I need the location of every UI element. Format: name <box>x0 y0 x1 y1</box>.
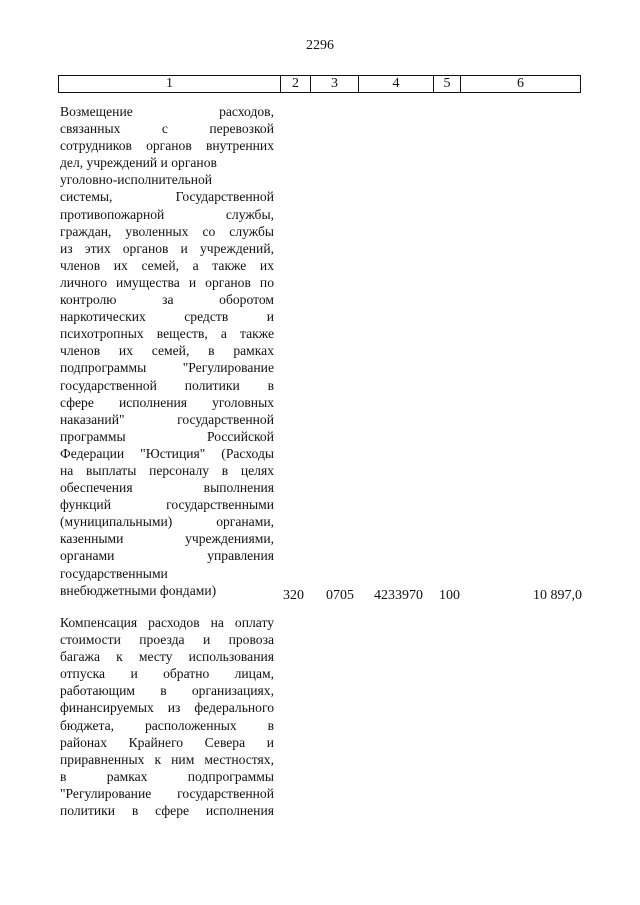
description-line: Возмещение расходов, <box>60 104 274 119</box>
description-line: финансируемых из федерального <box>60 700 274 716</box>
description-line: на выплаты персоналу в целях <box>60 462 274 478</box>
header-col-4: 4 <box>359 76 434 93</box>
description-line: членов их семей, в рамках <box>60 343 274 359</box>
description-line: контролю за оборотом <box>60 292 274 308</box>
description-line: граждан, уволенных со службы <box>60 223 274 239</box>
header-col-3: 3 <box>311 76 359 93</box>
description-line: внебюджетными фондами) <box>60 582 217 598</box>
expense-type-code: 100 <box>439 588 460 603</box>
description-line: сотрудников органов внутренних <box>60 138 274 154</box>
description-line: наказаний" государственной <box>60 411 274 427</box>
header-col-1: 1 <box>59 76 281 93</box>
ministry-code: 320 <box>283 588 304 603</box>
description-line: в рамках подпрограммы <box>60 768 274 784</box>
description-line: Компенсация расходов на оплату <box>60 615 274 630</box>
description-line: личного имущества и органов по <box>60 274 274 290</box>
description-line: государственной политики в <box>60 377 274 393</box>
description-line: работающим в организациях, <box>60 683 274 699</box>
description-line: уголовно-исполнительной <box>60 172 213 188</box>
description-line: органами управления <box>60 548 274 564</box>
description-line: обеспечения выполнения <box>60 480 274 496</box>
description-line: связанных с перевозкой <box>60 121 274 137</box>
description-line: стоимости проезда и провоза <box>60 632 274 648</box>
description-line: программы Российской <box>60 428 274 444</box>
section-code: 0705 <box>326 588 354 603</box>
header-col-2: 2 <box>281 76 311 93</box>
target-article-code: 4233970 <box>374 588 423 603</box>
description-line: Федерации "Юстиция" (Расходы <box>60 445 274 461</box>
entry-description <box>60 614 274 819</box>
description-line: функций государственными <box>60 497 274 513</box>
header-col-5: 5 <box>434 76 461 93</box>
description-line: психотропных веществ, а также <box>60 326 274 342</box>
description-line: наркотических средств и <box>60 309 274 325</box>
description-line: районах Крайнего Севера и <box>60 734 274 750</box>
description-line: бюджета, расположенных в <box>60 717 274 733</box>
description-line: из этих органов и учреждений, <box>60 240 274 256</box>
description-line: отпуска и обратно лицам, <box>60 666 274 682</box>
description-line: "Регулирование государственной <box>60 785 274 801</box>
description-line: приравненных к ним местностях, <box>60 751 274 767</box>
description-line: подпрограммы "Регулирование <box>60 360 274 376</box>
description-line: членов их семей, а также их <box>60 257 274 273</box>
description-line: системы, Государственной <box>60 189 274 205</box>
description-line: казенными учреждениями, <box>60 531 274 547</box>
column-header-table <box>58 75 581 93</box>
page-number: 2296 <box>306 38 334 53</box>
amount-value: 10 897,0 <box>533 588 582 603</box>
entry-description <box>60 103 274 599</box>
description-line: противопожарной службы, <box>60 206 274 222</box>
description-line: политики в сфере исполнения <box>60 803 274 819</box>
description-line: (муниципальными) органами, <box>60 514 274 530</box>
description-line: сфере исполнения уголовных <box>60 394 274 410</box>
description-line: багажа к месту использования <box>60 649 274 665</box>
header-row <box>59 76 581 93</box>
description-line: государственными <box>60 565 168 581</box>
description-line: дел, учреждений и органов <box>60 155 217 171</box>
header-col-6: 6 <box>461 76 581 93</box>
